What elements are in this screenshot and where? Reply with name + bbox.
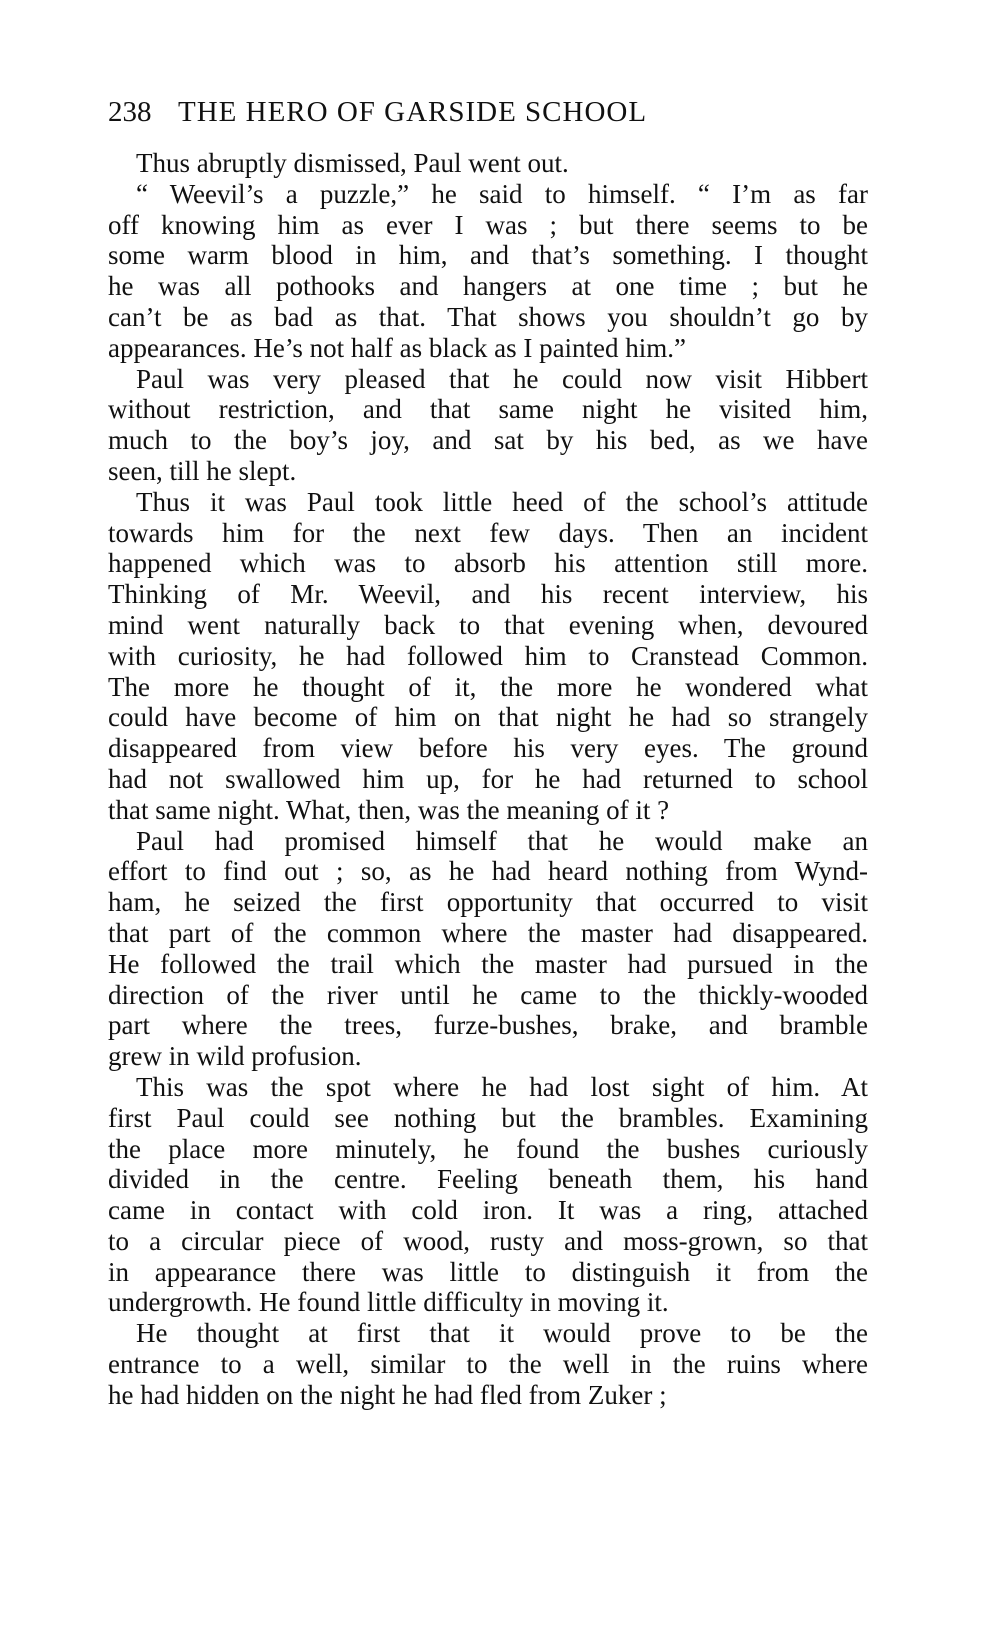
text-line: divided in the centre. Feeling beneath them, his hand — [108, 1164, 868, 1195]
text-line: He thought at first that it would prove to be the — [136, 1318, 868, 1349]
text-line: effort to find out ; so, as he had heard nothing from Wynd- — [108, 856, 868, 887]
text-line: part where the trees, furze-bushes, brake, and bramble — [108, 1010, 868, 1041]
text-line: the place more minutely, he found the bushes curiously — [108, 1133, 868, 1164]
paragraph — [108, 364, 868, 487]
text-line: that part of the common where the master had disappeared. — [108, 917, 868, 948]
text-line: had not swallowed him up, for he had returned to school — [108, 763, 868, 794]
paragraph — [108, 826, 868, 1072]
text-line: This was the spot where he had lost sight of him. At — [136, 1071, 868, 1102]
text-line: Thus it was Paul took little heed of the school’s attitude — [136, 486, 868, 517]
text-line: in appearance there was little to distinguish it from the — [108, 1256, 868, 1287]
paragraph — [108, 1072, 868, 1318]
text-line: The more he thought of it, the more he wondered what — [108, 671, 868, 702]
text-line: he was all pothooks and hangers at one time ; but he — [108, 271, 868, 302]
text-line: direction of the river until he came to the thickly-wooded — [108, 979, 868, 1010]
text-line: appearances. He’s not half as black as I painted him.” — [108, 332, 687, 363]
paragraph — [108, 179, 868, 364]
paragraph — [108, 148, 868, 179]
text-line: with curiosity, he had followed him to Cranstead Common. — [108, 640, 868, 671]
text-line: mind went naturally back to that evening when, devoured — [108, 609, 868, 640]
text-line: some warm blood in him, and that’s something. I thought — [108, 240, 868, 271]
text-line: grew in wild profusion. — [108, 1041, 362, 1072]
page-header — [108, 96, 868, 138]
book-page — [108, 96, 868, 1411]
text-line: first Paul could see nothing but the brambles. Examining — [108, 1102, 868, 1133]
text-line: He followed the trail which the master had pursued in the — [108, 948, 868, 979]
text-line: he had hidden on the night he had fled from Zuker ; — [108, 1379, 667, 1410]
text-line: came in contact with cold iron. It was a ring, attached — [108, 1195, 868, 1226]
text-line: Paul had promised himself that he would make an — [136, 825, 868, 856]
text-line: happened which was to absorb his attention still more. — [108, 548, 868, 579]
text-line: seen, till he slept. — [108, 455, 297, 486]
page-number: 238 — [108, 96, 152, 128]
text-line: could have become of him on that night he had so strangely — [108, 702, 868, 733]
text-line: towards him for the next few days. Then an incident — [108, 517, 868, 548]
text-line: to a circular piece of wood, rusty and moss-grown, so that — [108, 1225, 868, 1256]
text-line: ham, he seized the first opportunity that occurred to visit — [108, 887, 868, 918]
text-line: off knowing him as ever I was ; but there seems to be — [108, 209, 868, 240]
text-line: undergrowth. He found little difficulty in moving it. — [108, 1287, 669, 1318]
text-line: that same night. What, then, was the meaning of it ? — [108, 794, 670, 825]
text-line: Paul was very pleased that he could now visit Hibbert — [136, 363, 868, 394]
body-text — [108, 148, 868, 1411]
paragraph — [108, 487, 868, 826]
text-line: Thinking of Mr. Weevil, and his recent interview, his — [108, 579, 868, 610]
text-line: disappeared from view before his very eyes. The ground — [108, 733, 868, 764]
text-line: “ Weevil’s a puzzle,” he said to himself. “ I’m as far — [136, 178, 868, 209]
text-line: much to the boy’s joy, and sat by his bed, as we have — [108, 425, 868, 456]
text-line: can’t be as bad as that. That shows you shouldn’t go by — [108, 301, 868, 332]
paragraph — [108, 1318, 868, 1410]
text-line: entrance to a well, similar to the well in the ruins where — [108, 1349, 868, 1380]
running-title: THE HERO OF GARSIDE SCHOOL — [178, 96, 648, 128]
text-line: Thus abruptly dismissed, Paul went out. — [136, 148, 569, 178]
text-line: without restriction, and that same night he visited him, — [108, 394, 868, 425]
